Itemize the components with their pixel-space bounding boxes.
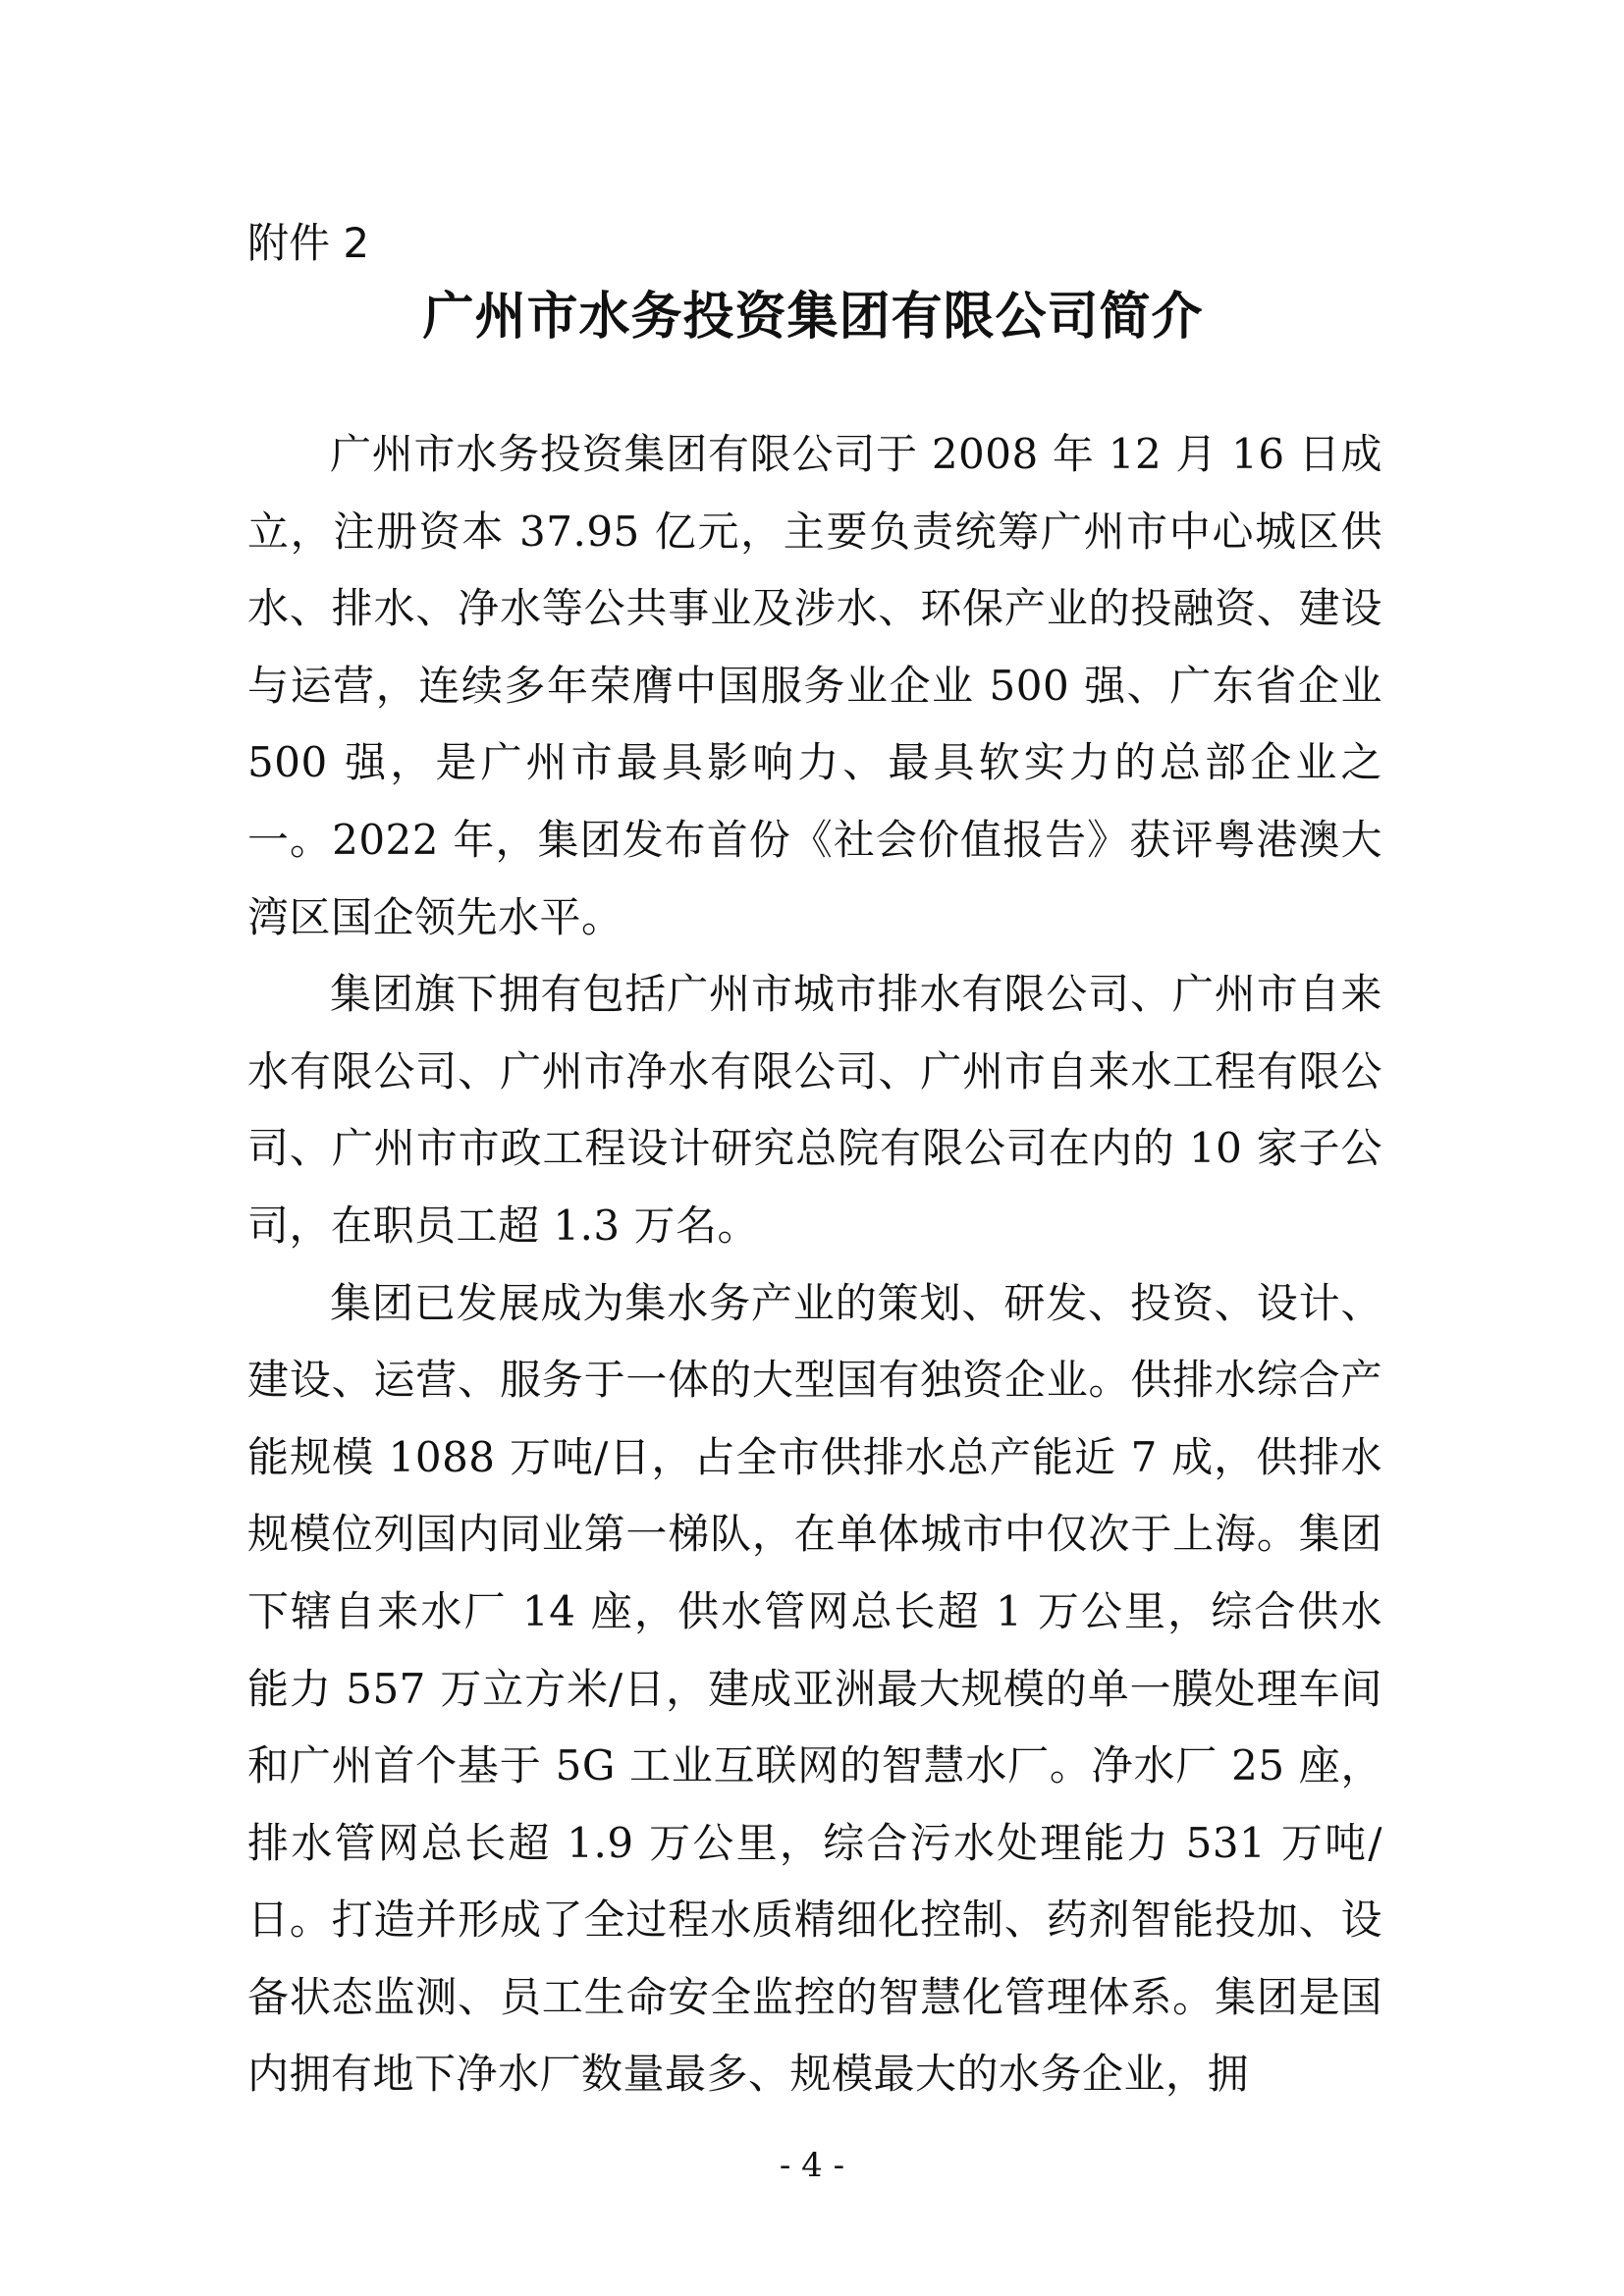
paragraph-company-overview: 广州市水务投资集团有限公司于 2008 年 12 月 16 日成立，注册资本 37.95 亿元，主要负责统筹广州市中心城区供水、排水、净水等公共事业及涉水、环保产业的投融资、建设与运营，连续多年荣膺中国服务业企业 500 强、广东省企业 500 强，是广州市最具影响力、最具软实力的总部企业之一。2022 年，集团发布首份《社会价值报告》获评粤港澳大湾区国企领先水平。 (247, 430, 1382, 941)
page-number: - 4 - (779, 2146, 845, 2185)
paragraph-subsidiaries: 集团旗下拥有包括广州市城市排水有限公司、广州市自来水有限公司、广州市净水有限公司、广州市自来水工程有限公司、广州市市政工程设计研究总院有限公司在内的 10 家子公司，在职员工超 1.3 万名。 (247, 970, 1382, 1250)
document-title: 广州市水务投资集团有限公司简介 (422, 288, 1204, 347)
attachment-label: 附件 2 (247, 219, 370, 267)
document-body (247, 416, 1382, 2113)
paragraph-business-scale: 集团已发展成为集水务产业的策划、研发、投资、设计、建设、运营、服务于一体的大型国有独资企业。供排水综合产能规模 1088 万吨/日，占全市供排水总产能近 7 成，供排水规模位列国内同业第一梯队，在单体城市中仅次于上海。集团下辖自来水厂 14 座，供水管网总长超 1 万公里，综合供水能力 557 万立方米/日，建成亚洲最大规模的单一膜处理车间和广州首个基于 5G 工业互联网的智慧水厂。净水厂 25 座，排水管网总长超 1.9 万公里，综合污水处理能力 531 万吨/日。打造并形成了全过程水质精细化控制、药剂智能投加、设备状态监测、员工生命安全监控的智慧化管理体系。集团是国内拥有地下净水厂数量最多、规模最大的水务企业，拥 (247, 1278, 1382, 2099)
